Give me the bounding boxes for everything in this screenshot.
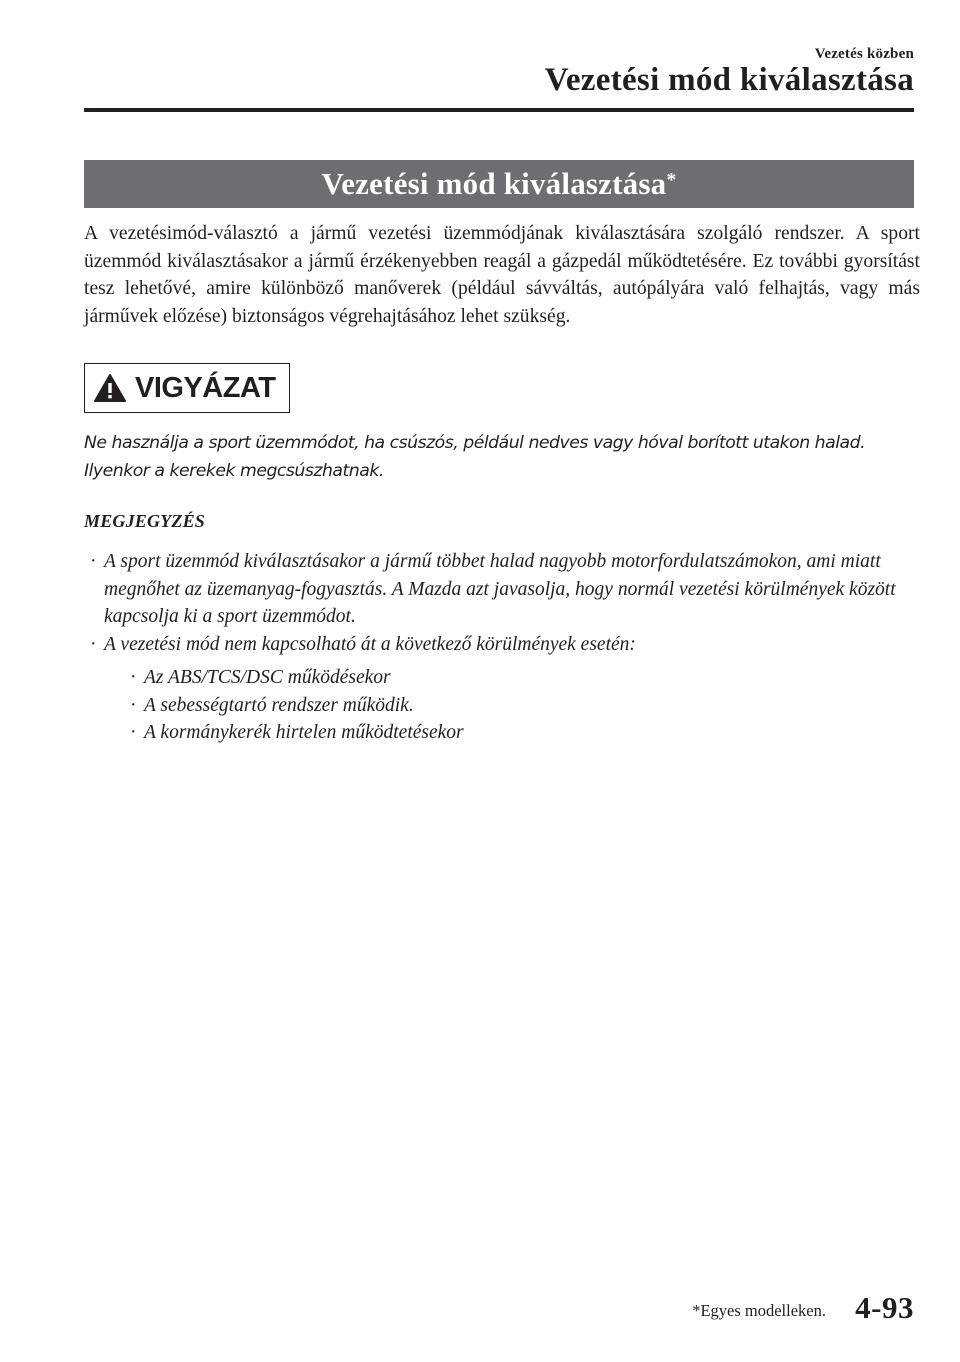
footnote: *Egyes modelleken. xyxy=(692,1301,826,1320)
note-heading: MEGJEGYZÉS xyxy=(84,511,206,531)
sub-list xyxy=(104,664,920,747)
warning-icon xyxy=(93,373,127,403)
running-header-section: Vezetés közben xyxy=(814,46,914,62)
warning-text: Ne használja a sport üzemmódot, ha csúszós, például nedves vagy hóval borított utakon halad. Ilyenkor a kerekek megcsúszhatnak. xyxy=(84,433,866,481)
sub-list-item xyxy=(124,719,920,747)
sub-list-item xyxy=(124,664,920,692)
warning-label: VIGYÁZAT xyxy=(135,371,276,404)
running-header-title: Vezetési mód kiválasztása xyxy=(544,62,914,98)
bullet: · xyxy=(90,633,97,655)
bullet: · xyxy=(130,694,137,716)
bullet: · xyxy=(90,551,97,572)
note-item-text: A vezetési mód nem kapcsolható át a következő körülmények esetén: xyxy=(104,633,636,655)
sub-list-item xyxy=(124,692,920,720)
sub-item-text: Az ABS/TCS/DSC működésekor xyxy=(144,667,391,688)
bullet: · xyxy=(130,667,137,688)
intro-paragraph: A vezetésimód-választó a jármű vezetési üzemmódjának kiválasztására szolgáló rendszer. A sport üzemmód kiválasztásakor a jármű érzékenyebben reagál a gázpedál működtetésére. Ez további gyorsítást tesz lehetővé, amire különböző manőverek (például sávváltás, autópályára való felhajtás, vagy más járművek előzése) biztonságos végrehajtásához lehet szükség. xyxy=(84,223,920,327)
list-item xyxy=(84,631,920,747)
section-title: Vezetési mód kiválasztása xyxy=(321,166,667,201)
section-banner: Vezetési mód kiválasztása * xyxy=(84,160,914,208)
list-item xyxy=(84,548,920,631)
page-number: 4-93 xyxy=(855,1290,914,1325)
bullet: · xyxy=(130,722,137,743)
sub-item-text: A kormánykerék hirtelen működtetésekor xyxy=(144,722,464,743)
header-rule xyxy=(84,108,914,112)
note-list xyxy=(84,548,920,747)
sub-item-text: A sebességtartó rendszer működik. xyxy=(144,694,414,716)
warning-box xyxy=(84,363,290,413)
note-item-text: A sport üzemmód kiválasztásakor a jármű többet halad nagyobb motorfordulatszámokon, ami miatt megnőhet az üzemanyag-fogyasztás. A Mazda azt javasolja, hogy normál vezetési körülmények között kapcsolja ki a sport üzemmódot. xyxy=(104,551,896,627)
